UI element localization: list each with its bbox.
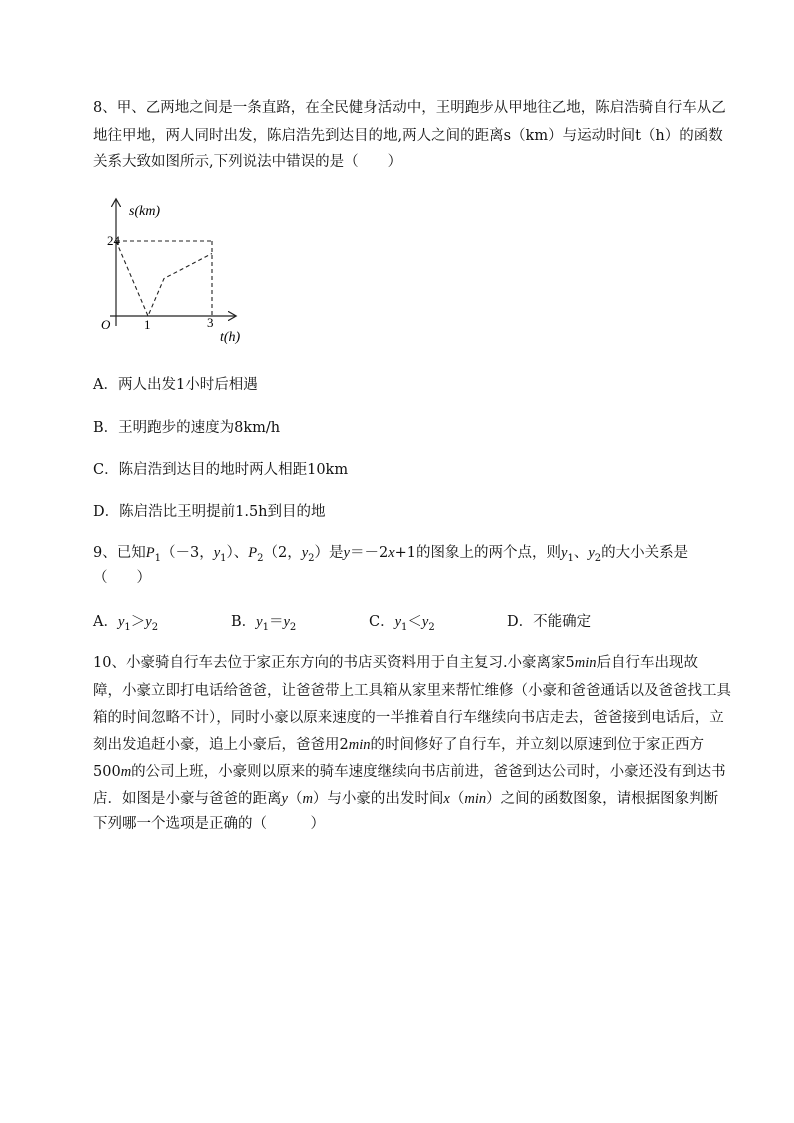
q10-stem-line-2: 障，小豪立即打电话给爸爸，让爸爸带上工具箱从家里来帮忙维修（小豪和爸爸通话以及爸爸找工具 bbox=[93, 683, 731, 699]
q9-stem-line-1: 9、已知$P_1(-3$，$y_1$）、$P_2(2$，$y_2$）是y＝－2x+1的图象上的两个点，则$y_1$、$y_2$的大小关系是 bbox=[93, 545, 689, 564]
x-tick-label-3: 3 bbox=[207, 315, 214, 330]
q9-option-b: B．$y_1=y_2$ bbox=[231, 614, 297, 633]
x-tick-label-1: 1 bbox=[144, 317, 151, 332]
q8-option-b: B．王明跑步的速度为8km/h bbox=[93, 420, 281, 436]
q10-stem-line-7: 下列哪一个选项是正确的（ ） bbox=[93, 816, 325, 832]
q9-option-a: A．$y_1>y_2$ bbox=[93, 614, 159, 633]
q10-stem-line-4: 刻出发追赶小豪，追上小豪后，爸爸用2min的时间修好了自行车，并立刻以原速到位于家正西方 bbox=[93, 737, 704, 753]
q9-option-d: D．不能确定 bbox=[507, 614, 592, 630]
q10-stem-line-1: 10、小豪骑自行车去位于家正东方向的书店买资料用于自主复习.小豪离家5min后自行车出现故 bbox=[93, 655, 699, 671]
q8-stem-line-3: 关系大致如图所示,下列说法中错误的是（ ） bbox=[93, 154, 403, 170]
q9-option-c: C．$y_1<y_2$ bbox=[369, 614, 435, 633]
q8-option-c: C．陈启浩到达目的地时两人相距10km bbox=[93, 462, 349, 478]
origin-label: O bbox=[101, 317, 111, 332]
series-line bbox=[116, 241, 212, 316]
q10-stem-line-6: 店．如图是小豪与爸爸的距离y（m）与小豪的出发时间x（min）之间的函数图象，请根据图象判断 bbox=[93, 791, 719, 807]
q8-stem-line-1: 8、甲、乙两地之间是一条直路，在全民健身活动中，王明跑步从甲地往乙地，陈启浩骑自行车从乙 bbox=[93, 100, 726, 116]
q8-option-a: A．两人出发1小时后相遇 bbox=[93, 377, 258, 393]
q10-stem-line-5: 500m的公司上班，小豪则以原来的骑车速度继续向书店前进，爸爸到达公司时，小豪还没有到达书 bbox=[93, 764, 726, 780]
q8-distance-time-graph bbox=[101, 198, 280, 348]
q10-stem-line-3: 箱的时间忽略不计），同时小豪以原来速度的一半推着自行车继续向书店走去，爸爸接到电话后，立 bbox=[93, 710, 724, 726]
q8-stem-line-2: 地往甲地，两人同时出发，陈启浩先到达目的地,两人之间的距离s（km）与运动时间t（h）的函数 bbox=[93, 128, 723, 144]
y-tick-label-24: 24 bbox=[107, 233, 120, 248]
q8-option-d: D．陈启浩比王明提前1.5h到目的地 bbox=[93, 504, 326, 520]
x-axis-label: t(h) bbox=[220, 330, 241, 345]
y-axis-label: s(km) bbox=[129, 204, 161, 219]
q9-answer-blank: （ ） bbox=[93, 570, 151, 586]
